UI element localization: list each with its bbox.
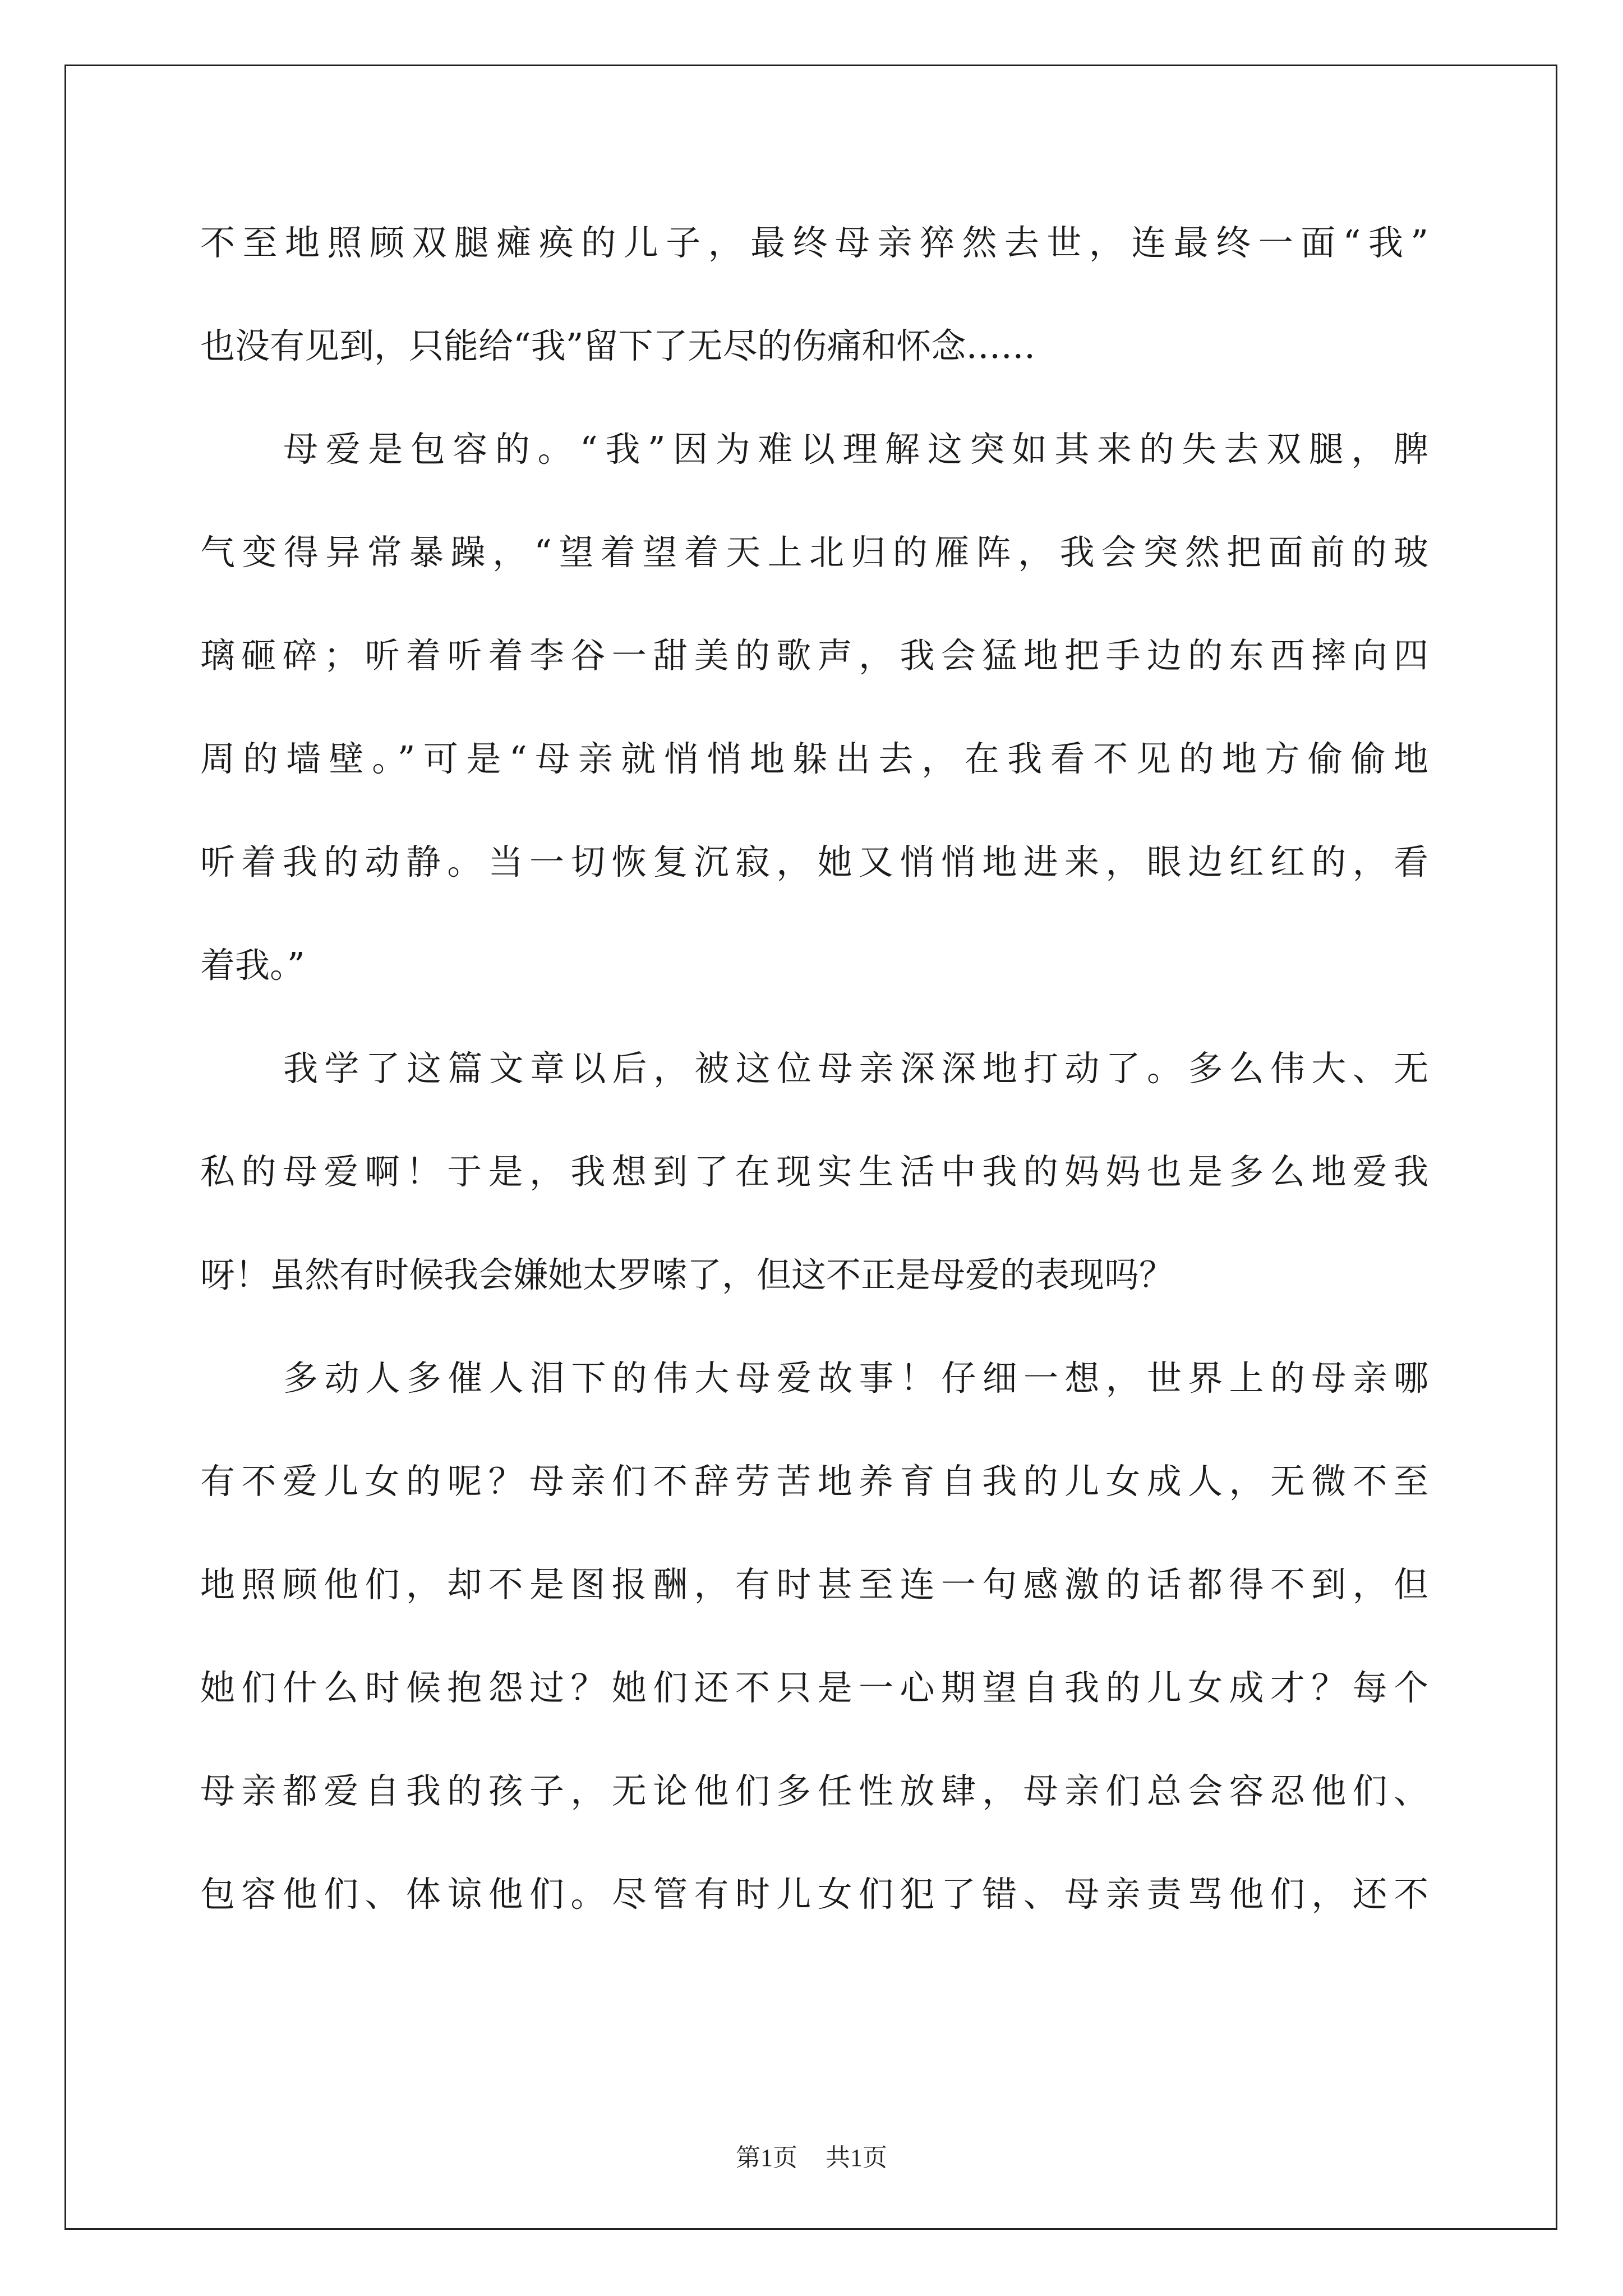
- text-line: 周的墙壁。”可是“母亲就悄悄地躲出去，在我看不见的地方偷偷地: [200, 738, 1428, 779]
- text-line: 私的母爱啊！于是，我想到了在现实生活中我的妈妈也是多么地爱我: [200, 1151, 1428, 1192]
- page-number: 第1页: [736, 2144, 797, 2171]
- text-line: 气变得异常暴躁，“望着望着天上北归的雁阵，我会突然把面前的玻: [200, 532, 1428, 573]
- paragraph-start-line: 多动人多催人泪下的伟大母爱故事！仔细一想，世界上的母亲哪: [283, 1358, 1428, 1398]
- text-line: 她们什么时候抱怨过？她们还不只是一心期望自我的儿女成才？每个: [200, 1667, 1428, 1708]
- paragraph-start-line: 我学了这篇文章以后，被这位母亲深深地打动了。多么伟大、无: [283, 1048, 1428, 1089]
- text-line: 听着我的动静。当一切恢复沉寂，她又悄悄地进来，眼边红红的，看: [200, 841, 1428, 882]
- text-line: 不至地照顾双腿瘫痪的儿子，最终母亲猝然去世，连最终一面“我”: [200, 222, 1428, 263]
- text-line: 璃砸碎；听着听着李谷一甜美的歌声，我会猛地把手边的东西摔向四: [200, 635, 1428, 676]
- text-line: 也没有见到，只能给“我”留下了无尽的伤痛和怀念……: [200, 325, 1036, 366]
- text-line: 着我。”: [200, 945, 305, 986]
- page-total: 共1页: [826, 2144, 887, 2171]
- document-body: [200, 218, 1428, 1972]
- text-line: 包容他们、体谅他们。尽管有时儿女们犯了错、母亲责骂他们，还不: [200, 1874, 1428, 1915]
- text-line: 呀！虽然有时候我会嫌她太罗嗦了，但这不正是母爱的表现吗？: [200, 1254, 1174, 1295]
- paragraph-start-line: 母爱是包容的。“我”因为难以理解这突如其来的失去双腿，脾: [283, 429, 1428, 470]
- page-footer: [0, 2137, 1623, 2173]
- text-line: 地照顾他们，却不是图报酬，有时甚至连一句感激的话都得不到，但: [200, 1564, 1428, 1605]
- text-line: 母亲都爱自我的孩子，无论他们多任性放肆，母亲们总会容忍他们、: [200, 1770, 1428, 1811]
- text-line: 有不爱儿女的呢？母亲们不辞劳苦地养育自我的儿女成人，无微不至: [200, 1461, 1428, 1502]
